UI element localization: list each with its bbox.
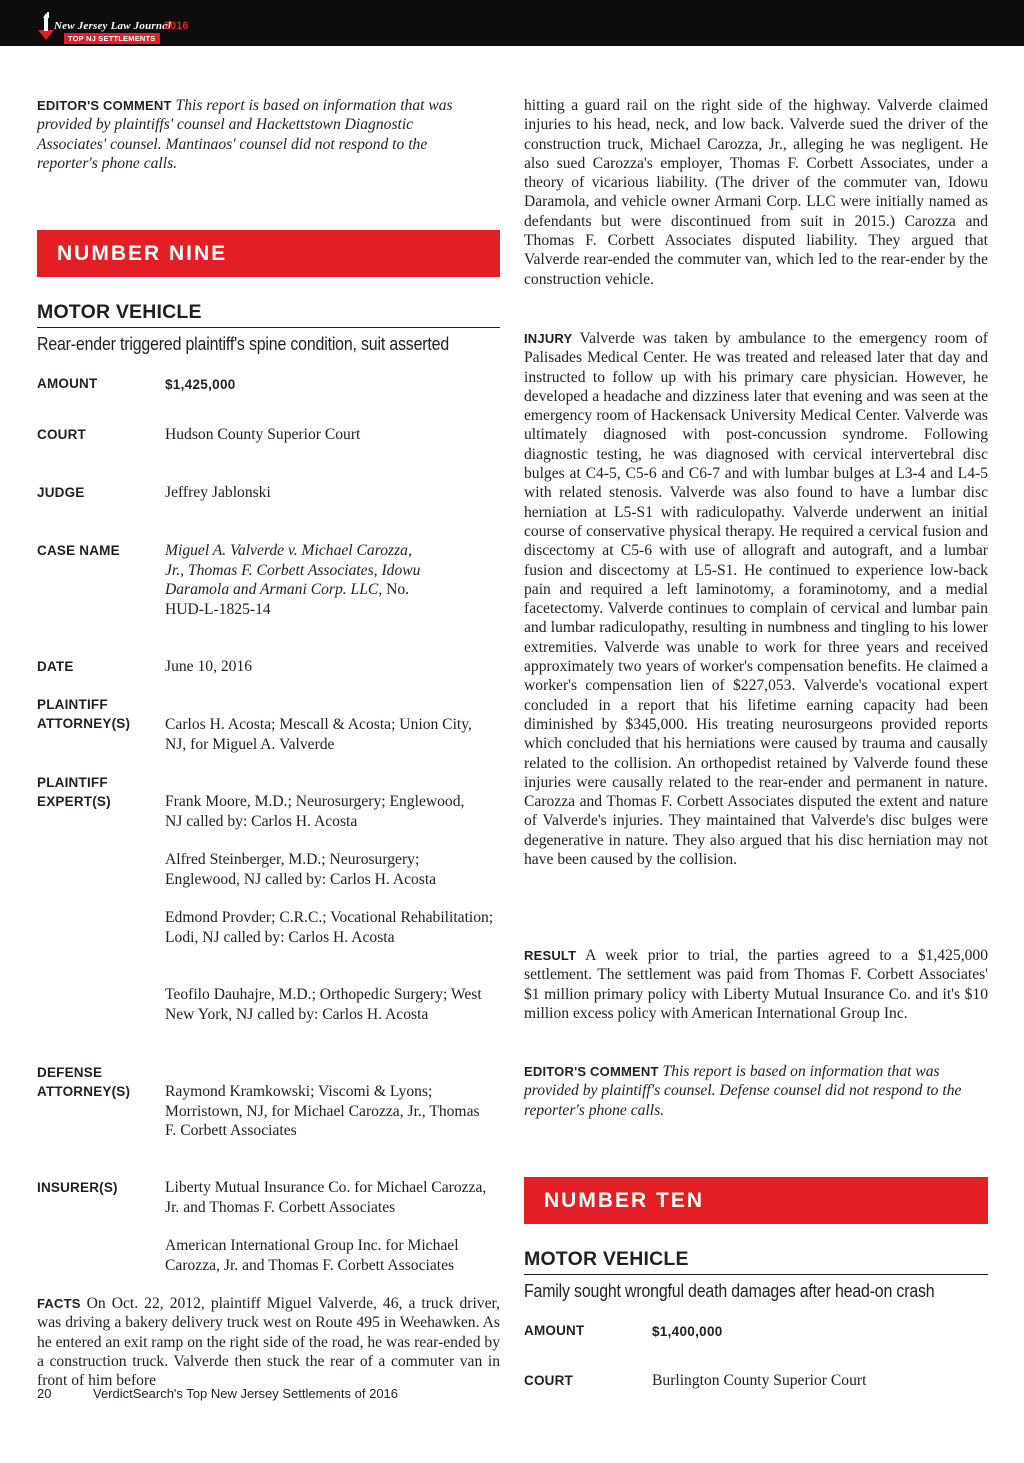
injury-label: INJURY [524,331,573,346]
case-name-roman: No. [382,581,410,598]
result-label: RESULT [524,948,577,963]
defense-attorneys-value: Raymond Kramkowski; Viscomi & Lyons; Morristown, NJ, for Michael Carozza, Jr., Thomas F. Corbett Associates [165,1083,480,1139]
facts-continued-paragraph: hitting a guard rail on the right side of the highway. Valverde claimed injuries to his head, neck, and low back. Valverde sued the driver of the construction truck, Michael Carozza, Jr., alleging he was negligent. He also sued Carozza's employer, Thomas F. Corbett Associates, under a theory of vicarious liability. (The driver of the commuter van, Idowu Daramola, and vehicle owner Armani Corp. LLC were initially named as defendants but were discontinued from suit in 2015.) Carozza and Thomas F. Corbett Associates disputed liability. They argued that Valverde rear-ended the commuter van, which led to the rear-ender by the construction vehicle. [524,97,988,288]
result-paragraph [524,946,988,1023]
insurers-label: INSURER(S) [37,1180,118,1195]
publication-name: New Jersey Law Journal [54,20,172,32]
label-line: EXPERT(S) [37,794,111,810]
date-label: DATE [37,659,74,674]
insurer-item: American International Group Inc. for Michael Carozza, Jr. and Thomas F. Corbett Associates [165,1237,459,1274]
case-category: MOTOR VEHICLE [524,1248,988,1275]
label-line: ATTORNEY(S) [37,716,131,732]
page-number: 20 [37,1386,52,1401]
label-line: ATTORNEY(S) [37,1084,131,1100]
court-value: Burlington County Superior Court [652,1372,867,1389]
plaintiff-expert-item: Edmond Provder; C.R.C.; Vocational Rehabilitation; Lodi, NJ called by: Carlos H. Acosta [165,909,494,946]
date-value: June 10, 2016 [165,658,253,675]
section-tag: TOP NJ SETTLEMENTS [64,33,160,44]
case-number-banner: NUMBER TEN [524,1177,988,1224]
facts-text: On Oct. 22, 2012, plaintiff Miguel Valverde, 46, a truck driver, was driving a bakery delivery truck west on Route 495 in Weehawken. As he entered an exit ramp on the right side of the road, he was rear-ended by a construction truck. Valverde then stuck the rear of a commuter van in front of him before [37,1295,500,1390]
amount-label: AMOUNT [524,1323,585,1338]
editor-comment-text: This report is based on information that was provided by plaintiffs' counsel and Hackettstown Diagnostic Associates' counsel. Mantinaos' counsel did not respond to the reporter's phone calls. [37,97,453,172]
case-category: MOTOR VEHICLE [37,301,500,328]
judge-value: Jeffrey Jablonski [165,484,271,501]
plaintiff-expert-item: Teofilo Dauhajre, M.D.; Orthopedic Surgery; West New York, NJ called by: Carlos H. Acosta [165,986,482,1023]
case-docket-number: HUD-L-1825-14 [165,600,271,618]
case-headline: Family sought wrongful death damages after head-on crash [524,1280,935,1301]
amount-value: $1,400,000 [652,1324,723,1339]
facts-paragraph [37,1294,500,1390]
footer-title: VerdictSearch's Top New Jersey Settlements of 2016 [93,1386,399,1401]
amount-label: AMOUNT [37,376,98,391]
masthead-bar [0,0,1024,46]
plaintiff-expert-item: Frank Moore, M.D.; Neurosurgery; Englewood, NJ called by: Carlos H. Acosta [165,793,465,830]
judge-label: JUDGE [37,485,85,500]
label-line: PLAINTIFF [37,775,108,790]
case-name-line [165,580,485,600]
publication-year: 2016 [164,20,189,32]
case-name-italic: Daramola and Armani Corp. LLC, [165,581,383,598]
amount-value: $1,425,000 [165,377,236,392]
plaintiff-experts-label [37,773,111,812]
court-label: COURT [37,427,86,442]
case-name-line: Jr., Thomas F. Corbett Associates, Idowu [165,561,421,579]
editor-comment-paragraph [524,1062,974,1120]
plaintiff-expert-item: Alfred Steinberger, M.D.; Neurosurgery; Englewood, NJ called by: Carlos H. Acosta [165,851,437,888]
editor-comment-text: This report is based on information that was provided by plaintiff's counsel. Defense counsel did not respond to the reporter's phone calls. [524,1063,962,1119]
prev-editor-comment [37,96,467,173]
editor-comment-label: EDITOR'S COMMENT [37,98,172,113]
insurer-item: Liberty Mutual Insurance Co. for Michael Carozza, Jr. and Thomas F. Corbett Associates [165,1179,487,1216]
case-headline: Rear-ender triggered plaintiff's spine condition, suit asserted [37,333,449,354]
label-line: PLAINTIFF [37,697,108,712]
injury-text: Valverde was taken by ambulance to the emergency room of Palisades Medical Center. He was treated and released later that day and instructed to follow up with his primary care physician. However, he developed a headache and dizziness later that evening and was seen at the emergency room of Hackensack University Medical Center. Valverde was ultimately diagnosed with post-concussion syndrome. Following diagnostic testing, he was diagnosed with cervical intervertebral disc bulges at C4-5, C5-6 and C6-7 and with lumbar bulges at L3-4 and L4-5 with related stenosis. Valverde was also found to have a lumbar disc herniation at L5-S1 with radiculopathy. Valverde underwent an initial course of conservative physical therapy. He required a cervical fusion and discectomy at C5-6 with use of allograft and autograft, and a lumbar fusion and discectomy at L5-S1. He continued to experience low-back pain and required a left laminotomy, a foraminotomy, and a medial facetectomy. Valverde continues to complain of cervical and lumbar pain and lumbar radiculopathy, resulting in numbness and tingling to his lower extremities. Valverde was unable to work for three years and received approximately two years of worker's compensation benefits. He claimed a worker's compensation lien of $227,053. Valverde's vocational expert concluded in a report that his lifetime earning capacity had been diminished by $345,000. His treating neurosurgeons provided reports which concluded that his herniations were caused by trauma and causally related to the collision. An orthopedist retained by Valverde found these injuries were causally related to the rear-ender and permanent in nature. Carozza and Thomas F. Corbett Associates disputed the extent and nature of Valverde's injuries. They maintained that Valverde's disc bulges were degenerative in nature. They also argued that his disc herniation may not have been caused by the collision. [524,330,988,869]
plaintiff-attorneys-label [37,695,130,734]
case-number-banner: NUMBER NINE [37,230,500,277]
result-text: A week prior to trial, the parties agreed to a $1,425,000 settlement. The settlement was paid from Thomas F. Corbett Associates' $1 million primary policy with Liberty Mutual Insurance Co. and it's $10 million excess policy with American International Group Inc. [524,947,988,1022]
case-name-label: CASE NAME [37,543,120,558]
facts-label: FACTS [37,1296,81,1311]
label-line: DEFENSE [37,1065,103,1080]
editor-comment-label: EDITOR'S COMMENT [524,1064,659,1079]
injury-paragraph [524,329,988,869]
defense-attorneys-label [37,1063,130,1102]
court-label: COURT [524,1373,573,1388]
court-value: Hudson County Superior Court [165,426,361,443]
case-name-value [165,541,485,619]
plaintiff-attorneys-value: Carlos H. Acosta; Mescall & Acosta; Union City, NJ, for Miguel A. Valverde [165,716,472,753]
case-name-line: Miguel A. Valverde v. Michael Carozza, [165,542,412,559]
